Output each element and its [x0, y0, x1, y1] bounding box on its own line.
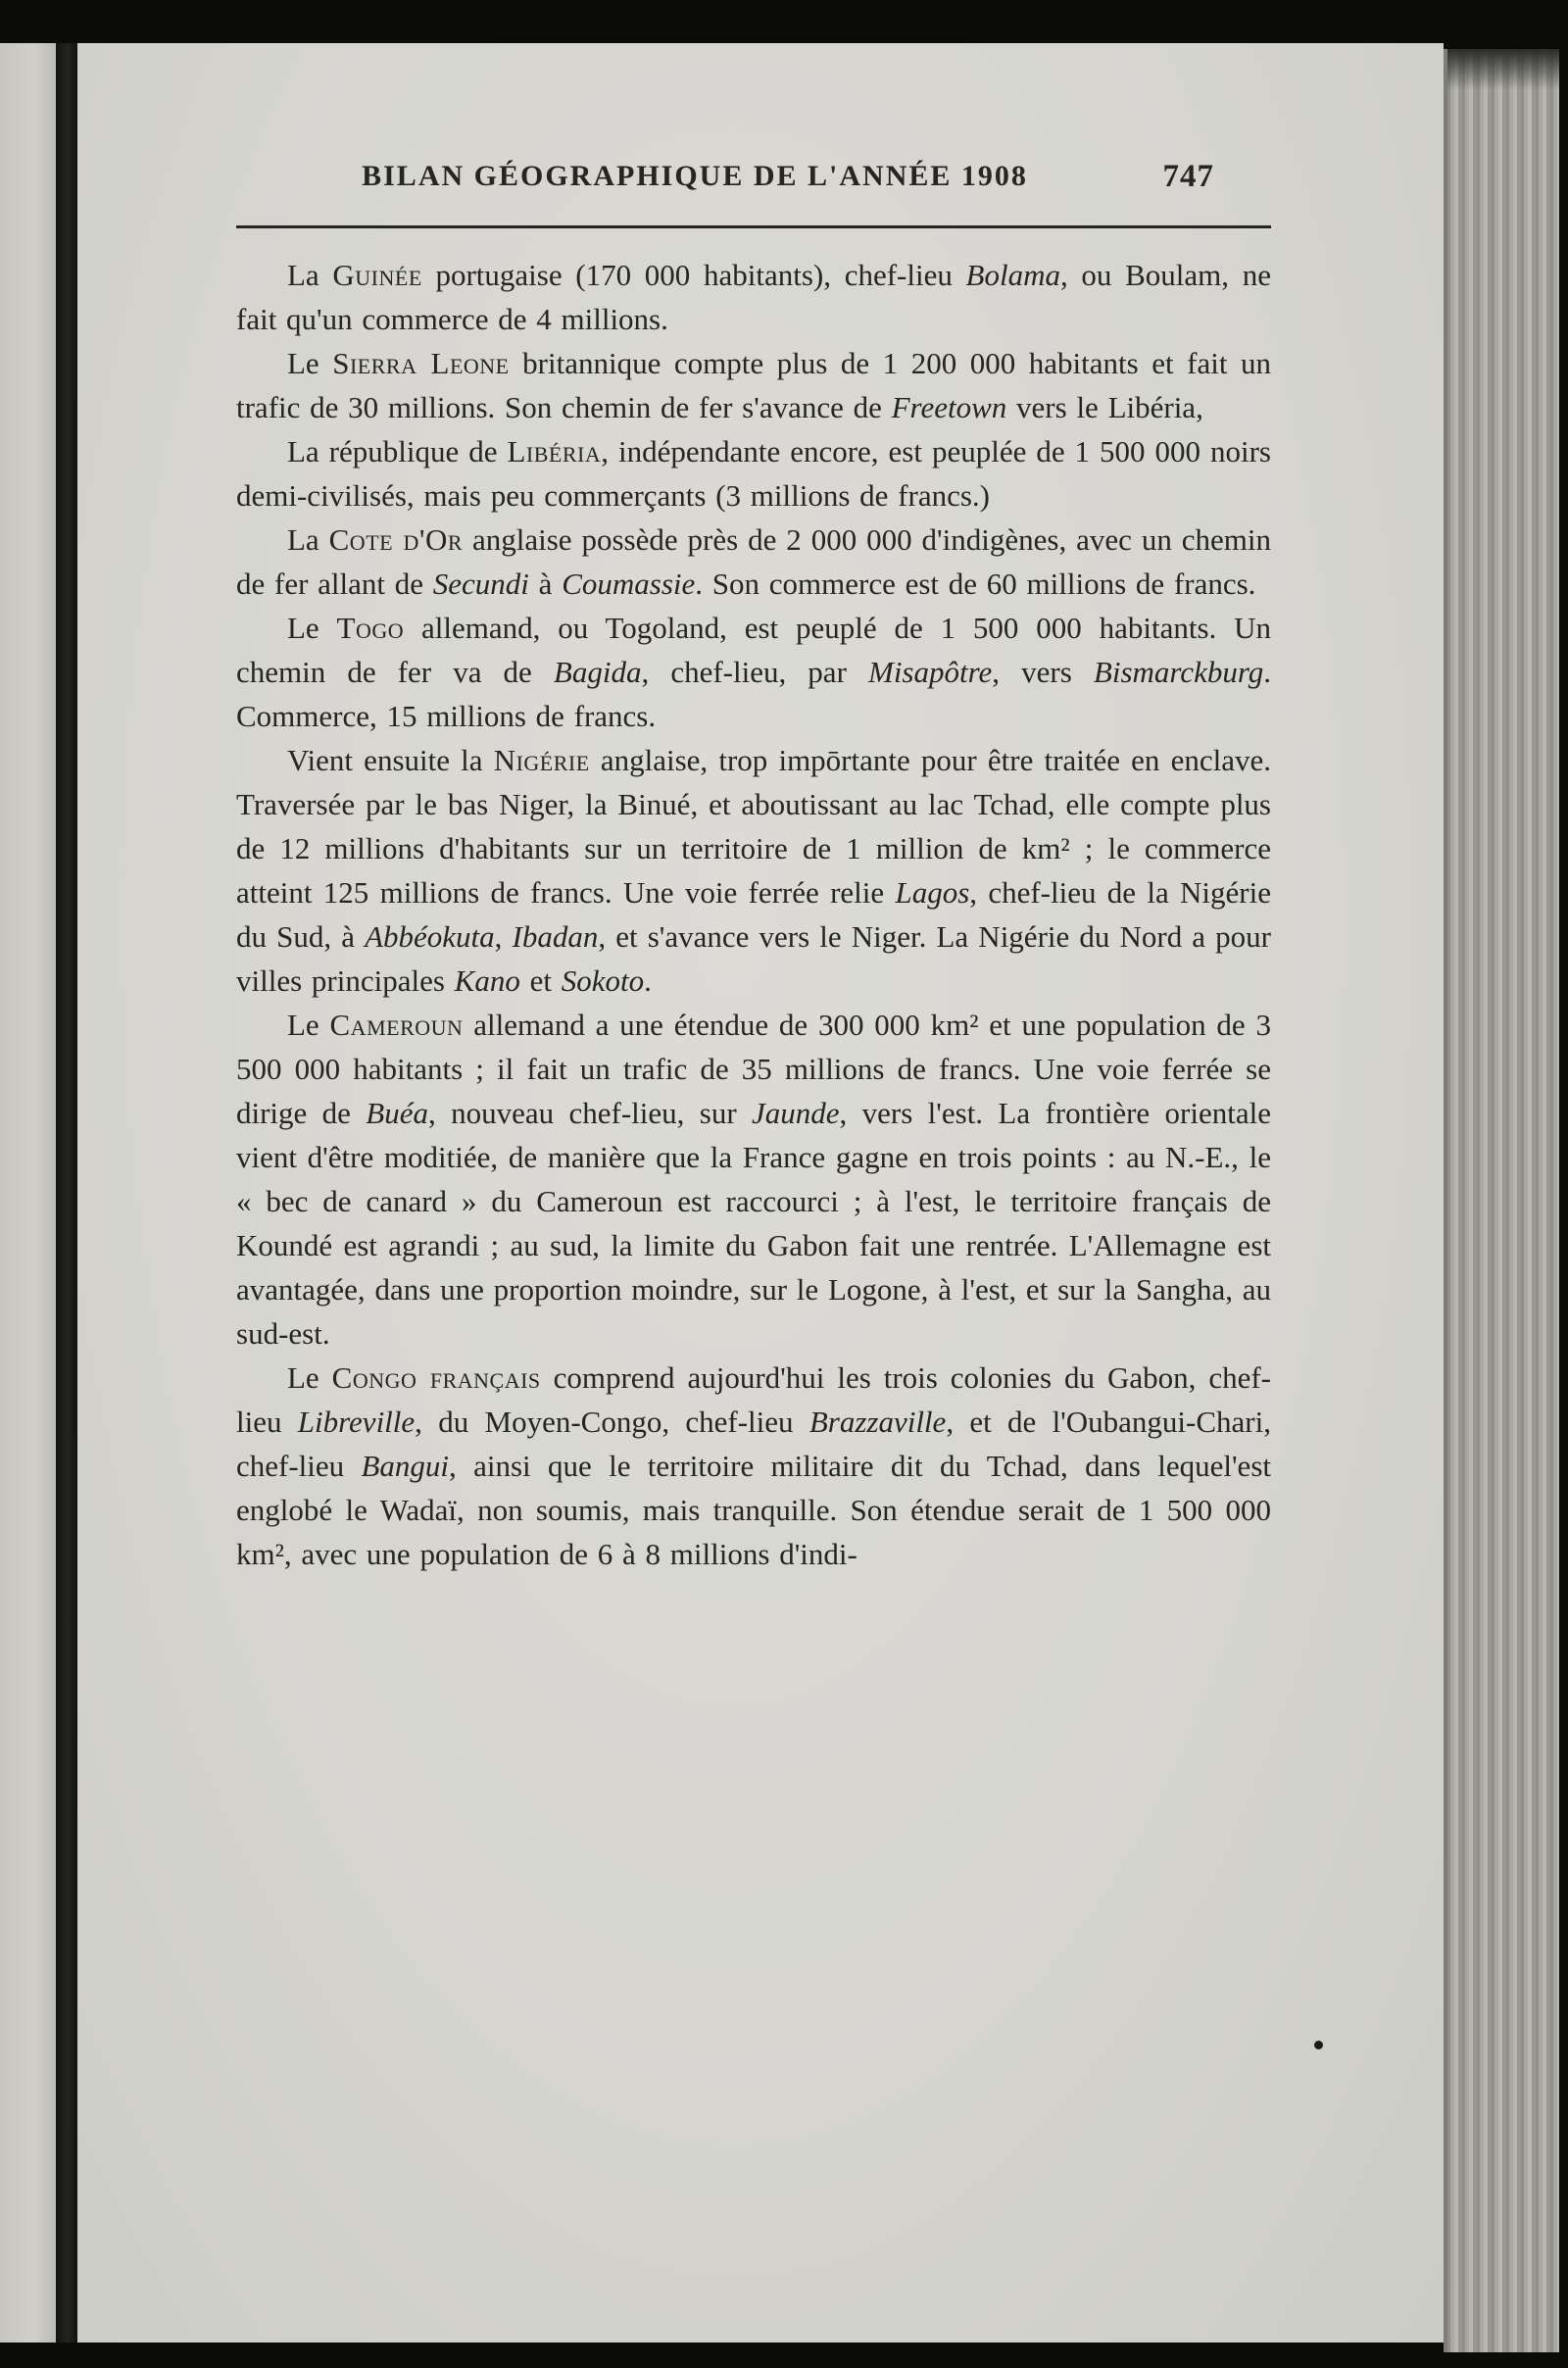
italic-text: Ibadan [512, 919, 599, 954]
text-segment: , ainsi que le territoire militaire dit du Tchad, dans lequel'est englobé le Wadaï, non soumis, mais tranquille. Son étendue serait de 1 500 000 km², avec une population de 6 à 8 millions d'indi- [236, 1449, 1271, 1571]
book-page [77, 43, 1444, 2343]
text-segment: , nouveau chef-lieu, sur [428, 1096, 753, 1130]
header-rule [236, 225, 1271, 228]
italic-text: Bagida [553, 655, 642, 689]
smallcaps-text: Togo [336, 611, 405, 645]
text-segment: allemand, ou Togoland, est peuplé de 1 500 000 habitants. Un chemin de fer va de [236, 611, 1271, 689]
text-segment: , et de l'Oubangui-Chari, chef-lieu [236, 1405, 1271, 1483]
page-content [236, 155, 1271, 1576]
text-segment: Le [287, 611, 337, 645]
italic-text: Secundi [432, 567, 529, 601]
smallcaps-text: Congo français [331, 1360, 541, 1395]
text-segment: La république de [287, 434, 508, 469]
right-page-edges [1444, 49, 1559, 2352]
body-text [236, 253, 1271, 1576]
paragraph [236, 606, 1271, 738]
italic-text: Libreville [297, 1405, 416, 1439]
text-segment: , et s'avance vers le Niger. La Nigérie du Nord a pour villes principales [236, 919, 1272, 998]
text-segment: . [644, 963, 652, 998]
text-segment: La [287, 522, 329, 557]
text-segment: . Son commerce est de 60 millions de francs. [695, 567, 1256, 601]
paragraph [236, 253, 1271, 341]
italic-text: Misapôtre [868, 655, 993, 689]
italic-text: Lagos [895, 875, 970, 910]
text-segment: , vers l'est. La frontière orientale vient d'être moditiée, de manière que la France gagne en trois points : au N.-E., le « bec de canard » du Cameroun est raccourci ; à l'est, le territoire français de Koundé est agrandi ; au sud, la limite du Gabon fait une rentrée. L'Allemagne est avantagée, dans une proportion moindre, sur le Logone, à l'est, et sur la Sangha, au sud-est. [236, 1096, 1271, 1351]
italic-text: Bangui [361, 1449, 450, 1483]
text-segment: . Commerce, 15 millions de francs. [236, 655, 1271, 733]
italic-text: Abbéokuta [365, 919, 495, 954]
paragraph [236, 429, 1271, 518]
smallcaps-text: Libéria [507, 434, 602, 469]
running-head [236, 155, 1271, 198]
text-segment: anglaise, trop impōrtante pour être traitée en enclave. Traversée par le bas Niger, la Binué, et aboutissant au lac Tchad, elle compte plus de 12 millions d'habitants sur un territoire de 1 million de km² ; le commerce atteint 125 millions de francs. Une voie ferrée relie [236, 743, 1271, 910]
smallcaps-text: Cameroun [329, 1008, 464, 1042]
italic-text: Bolama [965, 258, 1060, 292]
smallcaps-text: Sierra Leone [332, 346, 510, 380]
text-segment: portugaise (170 000 habitants), chef-lieu [421, 258, 966, 292]
text-segment: Vient ensuite la [287, 743, 494, 777]
italic-text: Jaunde [752, 1096, 840, 1130]
text-segment: , [494, 919, 513, 954]
text-segment: , chef-lieu de la Nigérie du Sud, à [236, 875, 1271, 954]
text-segment: , ou Boulam, ne fait qu'un commerce de 4 millions. [236, 258, 1271, 336]
text-segment: Le [287, 1360, 332, 1395]
italic-text: Buéa [366, 1096, 428, 1130]
italic-text: Sokoto [561, 963, 645, 998]
page-number: 747 [1162, 159, 1214, 194]
paragraph [236, 738, 1271, 1003]
text-segment: comprend aujourd'hui les trois colonies du Gabon, chef-lieu [236, 1360, 1271, 1439]
page-title: BILAN GÉOGRAPHIQUE DE L'ANNÉE 1908 [362, 160, 1028, 192]
paragraph [236, 341, 1271, 429]
paragraph [236, 1356, 1271, 1576]
gutter-shadow [56, 43, 77, 2343]
text-segment: et [519, 963, 562, 998]
smallcaps-text: Nigérie [493, 743, 590, 777]
paragraph [236, 1003, 1271, 1356]
italic-text: Kano [454, 963, 520, 998]
smallcaps-text: Guinée [332, 258, 422, 292]
text-segment: , vers [992, 655, 1094, 689]
text-segment: La [287, 258, 333, 292]
paragraph [236, 518, 1271, 606]
italic-text: Bismarckburg [1093, 655, 1264, 689]
ink-speck [1314, 2041, 1323, 2049]
text-segment: britannique compte plus de 1 200 000 habitants et fait un trafic de 30 millions. Son chemin de fer s'avance de [236, 346, 1271, 424]
text-segment: vers le Libéria, [1006, 390, 1203, 424]
text-segment: , du Moyen-Congo, chef-lieu [415, 1405, 809, 1439]
smallcaps-text: Cote d'Or [328, 522, 464, 557]
text-segment: à [528, 567, 563, 601]
text-segment: , chef-lieu, par [641, 655, 868, 689]
text-segment: Le [287, 346, 333, 380]
text-segment: , indépendante encore, est peuplée de 1 500 000 noirs demi-civilisés, mais peu commerçants (3 millions de francs.) [236, 434, 1271, 513]
italic-text: Coumassie [562, 567, 696, 601]
text-segment: Le [287, 1008, 330, 1042]
text-segment: allemand a une étendue de 300 000 km² et une population de 3 500 000 habitants ; il fait un trafic de 35 millions de francs. Une voie ferrée se dirige de [236, 1008, 1271, 1130]
left-page-edge [0, 43, 56, 2343]
italic-text: Freetown [891, 390, 1007, 424]
text-segment: anglaise possède près de 2 000 000 d'indigènes, avec un chemin de fer allant de [236, 522, 1271, 601]
italic-text: Brazzaville [808, 1405, 947, 1439]
